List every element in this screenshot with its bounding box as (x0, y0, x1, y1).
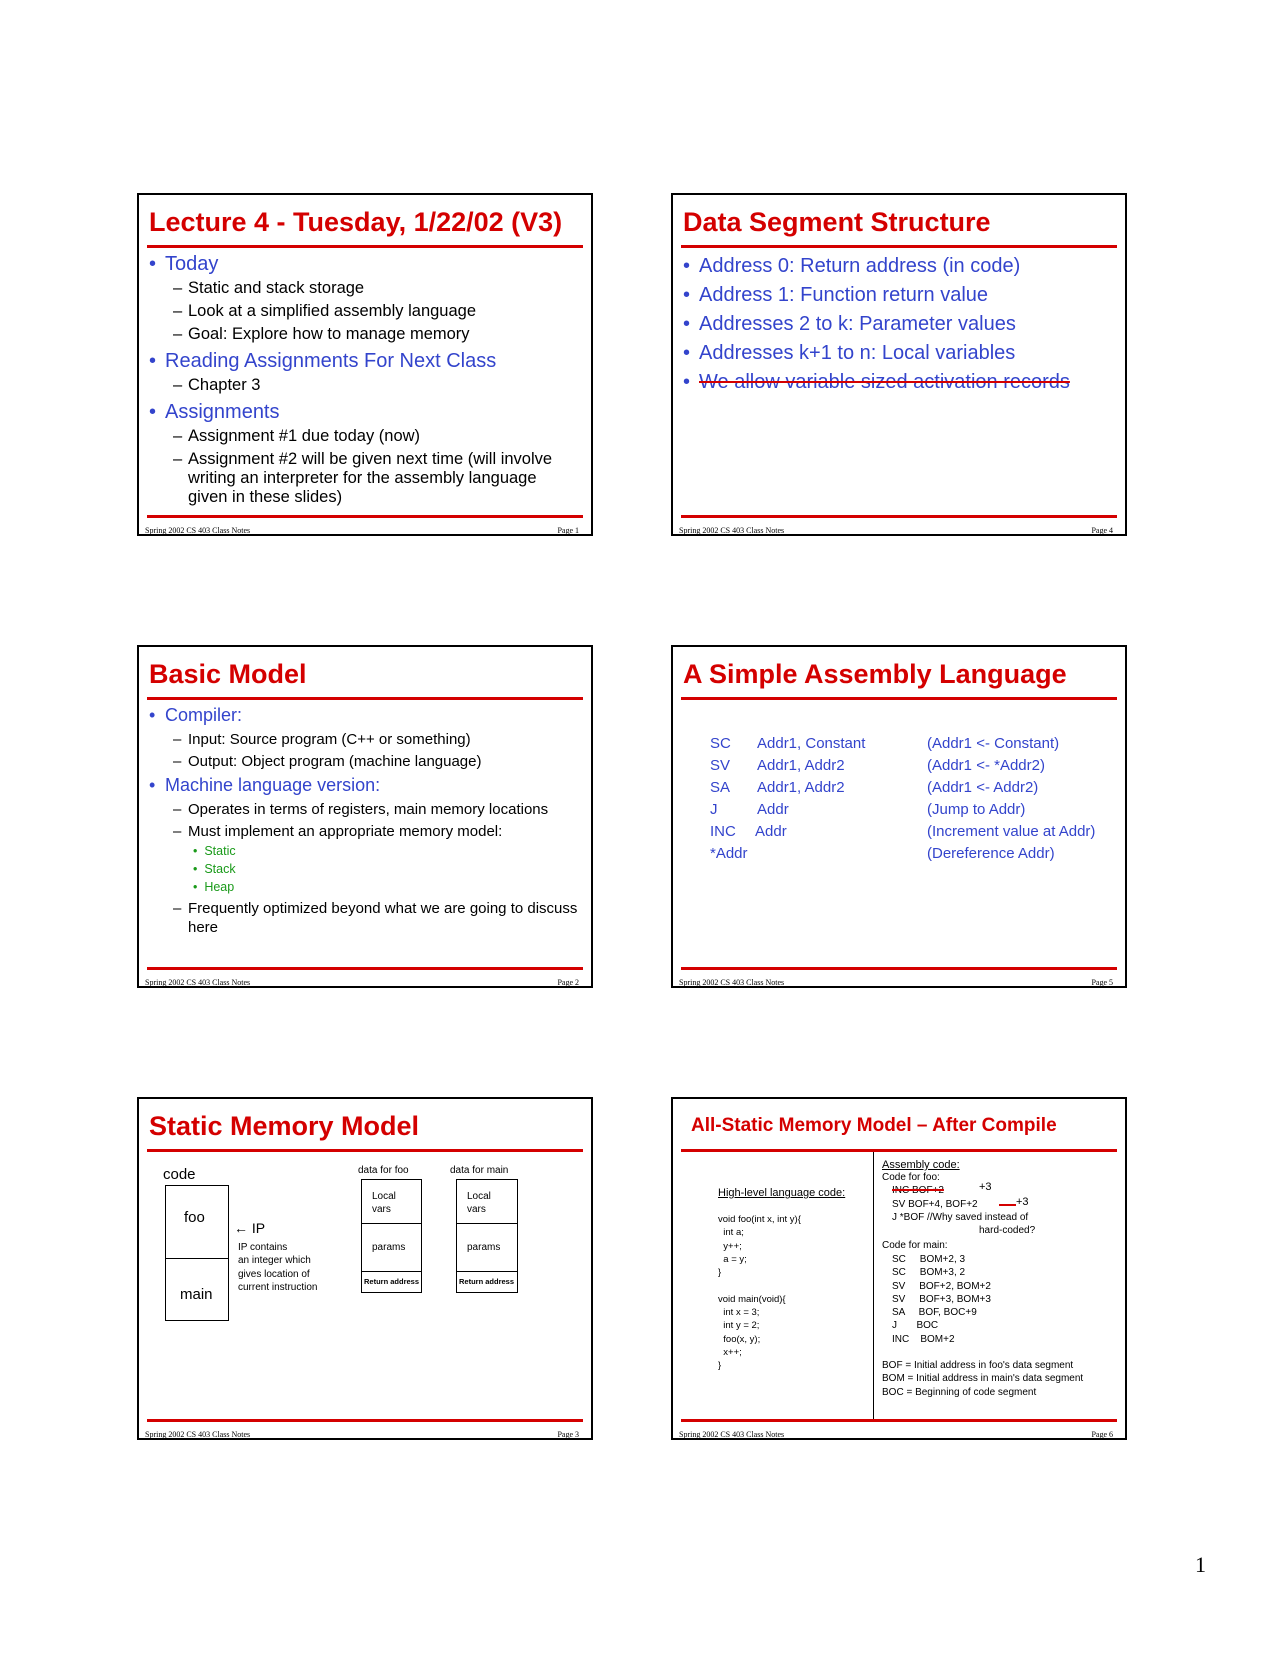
asm-op: SA (710, 779, 731, 796)
title-rule (681, 697, 1117, 700)
slide-title: Data Segment Structure (683, 207, 991, 237)
slide-5 (671, 645, 1127, 988)
slide-4 (671, 193, 1127, 536)
code-label: code (163, 1166, 196, 1183)
bullet-today: • Today (149, 253, 219, 275)
slide-title: A Simple Assembly Language (683, 659, 1067, 689)
slide-6 (671, 1097, 1127, 1440)
footer-rule (681, 967, 1117, 970)
footer-text: Spring 2002 CS 403 Class Notes (679, 1430, 785, 1439)
sub-item: – Must implement an appropriate memory model: (173, 823, 503, 840)
asm-op: SV (710, 757, 731, 774)
asm-desc: (Addr1 <- *Addr2) (927, 757, 1045, 774)
sub-item: – Output: Object program (machine language) (173, 753, 482, 770)
slide-page: Page 1 (557, 526, 579, 535)
sub-item: – Operates in terms of registers, main memory locations (173, 801, 549, 818)
foo-sv: SV BOF+4, BOF+2 (892, 1199, 978, 1210)
title-rule (681, 1149, 1117, 1152)
footer-text: Spring 2002 CS 403 Class Notes (679, 526, 785, 535)
code-divider (165, 1258, 229, 1259)
slide-title: Basic Model (149, 659, 307, 689)
slide-title: Static Memory Model (149, 1111, 420, 1141)
bullet-machine: • Machine language version: (149, 775, 381, 795)
divider (361, 1223, 422, 1224)
model-heap: • Heap (193, 880, 235, 894)
asm-desc: (Addr1 <- Addr2) (927, 779, 1039, 796)
asm-args: Addr (755, 823, 787, 840)
divider (456, 1271, 518, 1272)
column-divider (873, 1152, 874, 1421)
sub-item: – Chapter 3 (173, 376, 261, 394)
foo-j-comment: hard-coded? (979, 1225, 1036, 1236)
main-asm-code: SC BOM+2, 3 SC BOM+3, 2 SV BOF+2, BOM+2 SV BOF+3, BOM+3 SA BOF, BOC+9 J BOC INC BOM+2 (892, 1254, 991, 1345)
slide-page: Page 4 (1091, 526, 1113, 535)
footer-rule (681, 1419, 1117, 1422)
ip-note: IP contains an integer which gives location of current instruction (238, 1242, 318, 1293)
asm-desc: (Addr1 <- Constant) (927, 735, 1060, 752)
return-address-label: Return address (459, 1277, 515, 1286)
footer-text: Spring 2002 CS 403 Class Notes (145, 978, 251, 987)
foo-inc: INC BOF+2 (892, 1185, 944, 1196)
params-label: params (372, 1242, 406, 1253)
definitions: BOF = Initial address in foo's data segment BOM = Initial address in main's data segment BOC = Beginning of code segment (882, 1360, 1084, 1398)
footer-rule (681, 515, 1117, 518)
slide-page: Page 6 (1091, 1430, 1113, 1439)
title-rule (147, 697, 583, 700)
hl-code: void foo(int x, int y){ int a; y++; a = y; } void main(void){ int x = 3; int y = 2; foo(x, y); x++; } (718, 1214, 801, 1372)
slide-page: Page 2 (557, 978, 579, 987)
foo-label: foo (184, 1209, 205, 1226)
asm-op: SC (710, 735, 731, 752)
footer-rule (147, 515, 583, 518)
asm-desc: (Increment value at Addr) (927, 823, 1096, 840)
asm-code-label: Assembly code: (882, 1159, 960, 1171)
code-foo-label: Code for foo: (882, 1172, 940, 1183)
bullet: • Addresses 2 to k: Parameter values (683, 313, 1016, 335)
bullet-compiler: • Compiler: (149, 705, 243, 725)
slide-1 (137, 193, 593, 536)
struck-bullet: • We allow variable sized activation records (683, 371, 1070, 393)
page-number: 1 (1195, 1552, 1206, 1577)
foo-sv-fix: +3 (1016, 1196, 1029, 1208)
data-foo-label: data for foo (358, 1165, 409, 1176)
bullet: • Address 0: Return address (in code) (683, 255, 1021, 277)
asm-op: INC (710, 823, 736, 840)
asm-op: J (710, 801, 718, 818)
sub-item: – Assignment #1 due today (now) (173, 427, 421, 445)
data-main-label: data for main (450, 1165, 509, 1176)
footer-rule (147, 1419, 583, 1422)
params-label: params (467, 1242, 501, 1253)
bullet-assignments: • Assignments (149, 401, 280, 423)
asm-desc: (Dereference Addr) (927, 845, 1055, 862)
sub-item: – Goal: Explore how to manage memory (173, 325, 470, 343)
local-vars-label: Local vars (372, 1191, 396, 1216)
asm-args: Addr1, Addr2 (757, 757, 845, 774)
slide-page: Page 3 (557, 1430, 579, 1439)
asm-args: Addr (757, 801, 789, 818)
asm-args: Addr1, Addr2 (757, 779, 845, 796)
footer-text: Spring 2002 CS 403 Class Notes (145, 526, 251, 535)
asm-desc: (Jump to Addr) (927, 801, 1026, 818)
strike-mark (999, 1204, 1016, 1206)
slide-title: All-Static Memory Model – After Compile (691, 1115, 1057, 1136)
divider (361, 1271, 422, 1272)
foo-inc-fix: +3 (979, 1181, 992, 1193)
arrow-left-icon: ← (234, 1220, 248, 1236)
asm-args: Addr1, Constant (757, 735, 866, 752)
footer-rule (147, 967, 583, 970)
foo-j: J *BOF //Why saved instead of (892, 1212, 1029, 1223)
sub-item: – Frequently optimized beyond what we are going to discuss here (173, 900, 578, 936)
model-stack: • Stack (193, 862, 236, 876)
title-rule (147, 1149, 583, 1152)
slide-2 (137, 645, 593, 988)
footer-text: Spring 2002 CS 403 Class Notes (679, 978, 785, 987)
main-label: main (180, 1286, 213, 1303)
return-address-label: Return address (364, 1277, 420, 1286)
sub-item: – Look at a simplified assembly language (173, 302, 477, 320)
ip-pointer: ← IP (234, 1220, 266, 1236)
code-main-label: Code for main: (882, 1240, 948, 1251)
title-rule (681, 245, 1117, 248)
slide-title: Lecture 4 - Tuesday, 1/22/02 (V3) (149, 207, 563, 237)
sub-item: – Assignment #2 will be given next time (will involve writing an interpreter for the assembly language given in these slides) (173, 450, 553, 506)
bullet: • Address 1: Function return value (683, 284, 989, 306)
model-static: • Static (193, 844, 236, 858)
bullet-reading: • Reading Assignments For Next Class (149, 350, 497, 372)
slide-3 (137, 1097, 593, 1440)
footer-text: Spring 2002 CS 403 Class Notes (145, 1430, 251, 1439)
title-rule (147, 245, 583, 248)
bullet: • Addresses k+1 to n: Local variables (683, 342, 1016, 364)
sub-item: – Static and stack storage (173, 279, 365, 297)
hl-code-label: High-level language code: (718, 1187, 846, 1199)
slide-page: Page 5 (1091, 978, 1113, 987)
local-vars-label: Local vars (467, 1191, 491, 1216)
divider (456, 1223, 518, 1224)
sub-item: – Input: Source program (C++ or something) (173, 731, 471, 748)
asm-op: *Addr (710, 845, 748, 862)
